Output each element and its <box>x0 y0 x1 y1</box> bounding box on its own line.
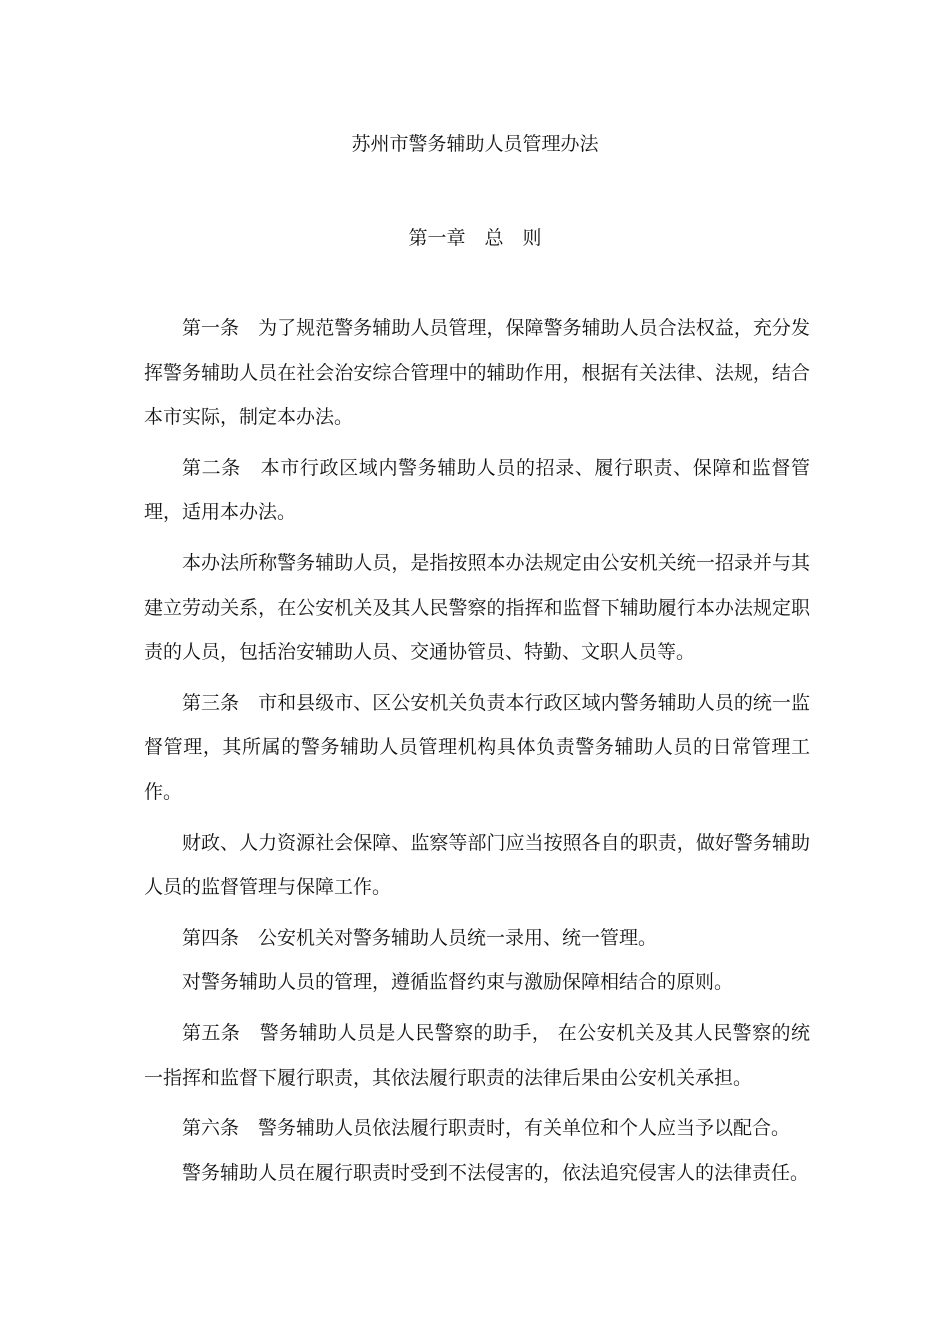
paragraph-text: 对警务辅助人员的管理，遵循监督约束与激励保障相结合的原则。 <box>182 971 734 994</box>
paragraph-article-4 <box>144 916 810 961</box>
paragraph-article-6 <box>144 1106 810 1151</box>
paragraph-text: 市和县级市、区公安机关负责本行政区域内警务辅助人员的统一监督管理，其所属的警务辅助人员管理机构具体负责警务辅助人员的日常管理工作。 <box>144 691 810 803</box>
paragraph-article-5 <box>144 1011 810 1100</box>
paragraph-article-2-clause-2 <box>144 541 810 675</box>
paragraph-article-1 <box>144 306 810 440</box>
paragraph-article-3 <box>144 681 810 815</box>
article-number: 第二条 <box>182 456 241 479</box>
paragraph-text: 警务辅助人员是人民警察的助手， 在公安机关及其人民警察的统一指挥和监督下履行职责，其依法履行职责的法律后果由公安机关承担。 <box>144 1021 810 1089</box>
document-title: 苏州市警务辅助人员管理办法 <box>351 133 599 155</box>
document-body <box>144 306 810 1195</box>
article-number: 第三条 <box>182 691 240 714</box>
paragraph-text: 警务辅助人员依法履行职责时，有关单位和个人应当予以配合。 <box>258 1117 791 1140</box>
chapter-title: 第一章 总 则 <box>408 227 542 249</box>
paragraph-text: 为了规范警务辅助人员管理，保障警务辅助人员合法权益，充分发挥警务辅助人员在社会治安综合管理中的辅助作用，根据有关法律、法规，结合本市实际，制定本办法。 <box>144 317 810 429</box>
paragraph-text: 警务辅助人员在履行职责时受到不法侵害的，依法追究侵害人的法律责任。 <box>182 1161 810 1184</box>
paragraph-text: 本办法所称警务辅助人员，是指按照本办法规定由公安机关统一招录并与其建立劳动关系，在公安机关及其人民警察的指挥和监督下辅助履行本办法规定职责的人员，包括治安辅助人员、交通协管员、特勤、文职人员等。 <box>144 551 810 664</box>
paragraph-article-3-clause-2 <box>144 821 810 910</box>
article-number: 第六条 <box>182 1117 240 1140</box>
paragraph-article-6-clause-2 <box>144 1151 810 1196</box>
paragraph-article-4-clause-2 <box>144 960 810 1005</box>
paragraph-text: 本市行政区域内警务辅助人员的招录、履行职责、保障和监督管理，适用本办法。 <box>144 456 810 524</box>
paragraph-text: 财政、人力资源社会保障、监察等部门应当按照各自的职责，做好警务辅助人员的监督管理与保障工作。 <box>144 831 810 899</box>
article-number: 第五条 <box>182 1021 241 1044</box>
paragraph-text: 公安机关对警务辅助人员统一录用、统一管理。 <box>258 926 658 949</box>
paragraph-article-2 <box>144 446 810 535</box>
article-number: 第一条 <box>182 317 240 339</box>
article-number: 第四条 <box>182 926 240 949</box>
